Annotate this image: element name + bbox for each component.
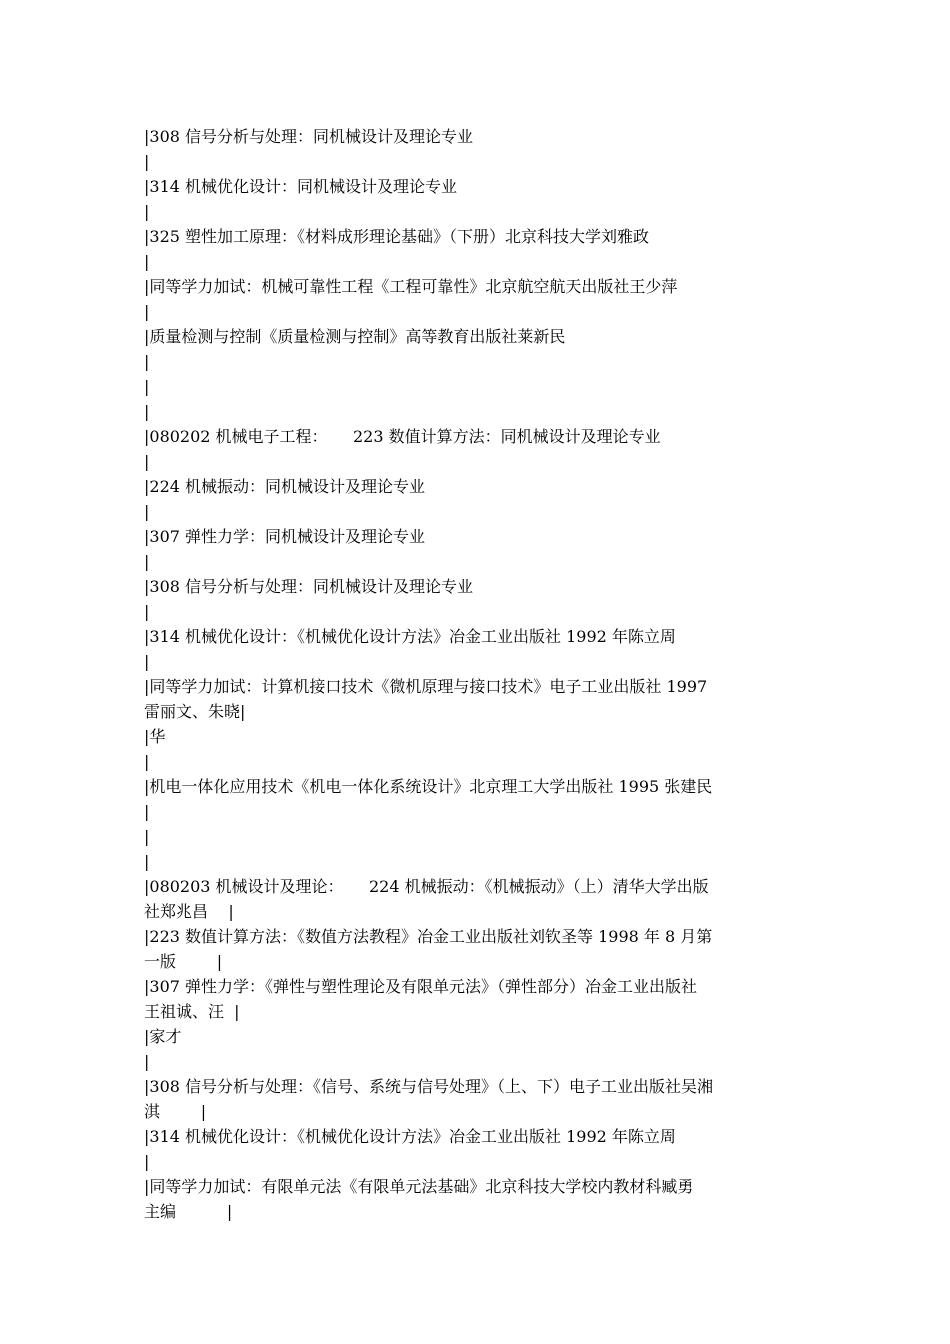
text-line: 主编 | — [144, 1202, 233, 1221]
text-line: |同等学力加试：计算机接口技术《微机原理与接口技术》电子工业出版社 1997 — [144, 677, 708, 696]
text-line: |314 机械优化设计：同机械设计及理论专业 — [144, 177, 458, 196]
text-line: | — [144, 1052, 150, 1071]
text-line: | — [144, 402, 150, 421]
text-line: |223 数值计算方法：《数值方法教程》冶金工业出版社刘钦圣等 1998 年 8 月第 — [144, 927, 713, 946]
text-line: | — [144, 852, 150, 871]
text-line: | — [144, 302, 150, 321]
text-line: |308 信号分析与处理：《信号、系统与信号处理》（上、下）电子工业出版社吴湘 — [144, 1077, 714, 1096]
text-line: |机电一体化应用技术《机电一体化系统设计》北京理工大学出版社 1995 张建民 — [144, 777, 713, 796]
text-line: | — [144, 377, 150, 396]
document-body — [144, 124, 814, 1224]
text-line: |308 信号分析与处理：同机械设计及理论专业 — [144, 127, 474, 146]
text-line: 雷丽文、朱晓| — [144, 702, 246, 721]
text-line: |华 — [144, 727, 166, 746]
text-line: | — [144, 152, 150, 171]
text-line: | — [144, 827, 150, 846]
text-line: |314 机械优化设计：《机械优化设计方法》冶金工业出版社 1992 年陈立周 — [144, 1127, 676, 1146]
text-line: |同等学力加试：有限单元法《有限单元法基础》北京科技大学校内教材科臧勇 — [144, 1177, 694, 1196]
text-line: | — [144, 202, 150, 221]
text-line: 王祖诚、汪 | — [144, 1002, 240, 1021]
text-line: | — [144, 1152, 150, 1171]
text-line: | — [144, 252, 150, 271]
text-line: |307 弹性力学：同机械设计及理论专业 — [144, 527, 426, 546]
text-line: |080203 机械设计及理论： 224 机械振动：《机械振动》（上）清华大学出版 — [144, 877, 709, 896]
text-line: 一版 | — [144, 952, 223, 971]
text-line: | — [144, 602, 150, 621]
text-line: | — [144, 352, 150, 371]
text-line: |307 弹性力学：《弹性与塑性理论及有限单元法》（弹性部分）冶金工业出版社 — [144, 977, 698, 996]
text-line: |308 信号分析与处理：同机械设计及理论专业 — [144, 577, 474, 596]
text-line: |质量检测与控制《质量检测与控制》高等教育出版社莱新民 — [144, 327, 566, 346]
text-line: |同等学力加试：机械可靠性工程《工程可靠性》北京航空航天出版社王少萍 — [144, 277, 678, 296]
text-line: | — [144, 552, 150, 571]
text-line: |314 机械优化设计：《机械优化设计方法》冶金工业出版社 1992 年陈立周 — [144, 627, 676, 646]
text-line: | — [144, 802, 150, 821]
text-line: |家才 — [144, 1027, 182, 1046]
text-line: |080202 机械电子工程： 223 数值计算方法：同机械设计及理论专业 — [144, 427, 661, 446]
text-line: |224 机械振动：同机械设计及理论专业 — [144, 477, 426, 496]
text-line: | — [144, 652, 150, 671]
text-line: 社郑兆昌 | — [144, 902, 234, 921]
text-line: |325 塑性加工原理：《材料成形理论基础》（下册）北京科技大学刘雅政 — [144, 227, 650, 246]
text-line: 淇 | — [144, 1102, 207, 1121]
text-line: | — [144, 752, 150, 771]
text-line: | — [144, 452, 150, 471]
text-line: | — [144, 502, 150, 521]
